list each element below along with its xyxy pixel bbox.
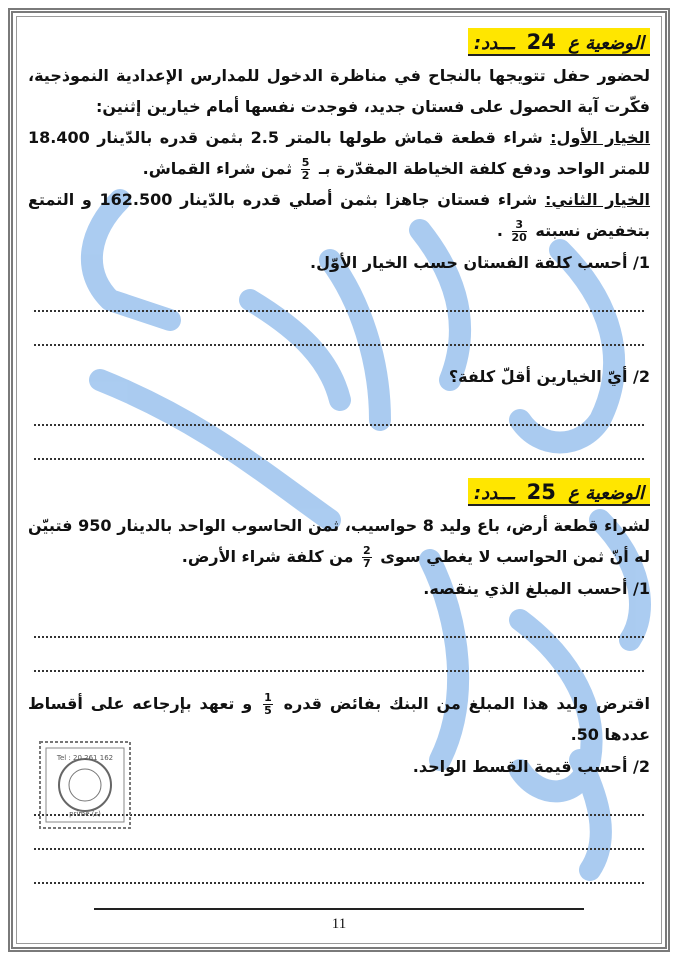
fraction-three-twentieths: $\frac{3}{20}$: [511, 218, 527, 244]
answer-line[interactable]: [34, 284, 644, 312]
situation-24: [28, 28, 650, 460]
situation-25-question-1: 1/ أحسب المبلغ الذي ينقصه.: [423, 579, 650, 598]
situation-24-title: الوضعية ع 24 ـــدد:: [468, 28, 650, 56]
footer-divider: [94, 908, 584, 910]
situation-24-option-2: الخيار الثاني: شراء فستان جاهزا بثمن أصلي قدره بالدّينار 162.500 و التمتع بتخفيض نسبته $\frac{3}{20}$ .: [28, 190, 651, 244]
situation-25-number: 25: [526, 480, 556, 504]
page-number: 11: [331, 916, 347, 932]
situation-25-question-2: 2/ أحسب قيمة القسط الواحد.: [412, 757, 650, 776]
fraction-one-fifth: $\frac{1}{5}$: [264, 691, 272, 717]
stamp-line-1: Tel : 20 261 162: [56, 754, 114, 762]
situation-24-option-1: الخيار الأول: شراء قطعة قماش طولها بالمتر 2.5 بثمن قدره بالدّينار 18.400 للمتر الواحد ودفع كلفة الخياطة المقدّرة بـ $\frac{5}{2}$ ثمن شراء القماش.: [28, 128, 651, 182]
stamp-icon: [38, 740, 132, 830]
answer-line[interactable]: [34, 610, 644, 638]
answer-line[interactable]: [34, 398, 644, 426]
situation-25-loan: اقترض وليد هذا المبلغ من البنك بفائض قدره $\frac{1}{5}$ و تعهد بإرجاعه على أقساط عددها 50.: [28, 691, 651, 744]
fraction-five-halves: $\frac{5}{2}$: [301, 156, 310, 182]
situation-24-number: 24: [526, 30, 556, 54]
situation-24-intro: لحضور حفل تتويجها بالنجاح في مناظرة الدخول للمدارس الإعدادية النموذجية، فكّرت آية الحصول على فستان جديد، فوجدت نفسها أمام خيارين إثنين:: [28, 66, 650, 116]
stamp-line-2: prime (s): [69, 810, 101, 818]
situation-24-question-2: 2/ أيّ الخيارين أقلّ كلفة؟: [448, 367, 650, 386]
answer-line[interactable]: [34, 644, 644, 672]
answer-line[interactable]: [34, 856, 644, 884]
fraction-two-sevenths: $\frac{2}{7}$: [362, 544, 371, 570]
situation-24-question-1: 1/ أحسب كلفة الفستان حسب الخيار الأوّل.: [309, 253, 650, 272]
situation-25-intro: لشراء قطعة أرض، باع وليد 8 حواسيب، ثمن الحاسوب الواحد بالدينار 950 فتبيّن له أنّ ثمن الحواسب لا يغطي سوى $\frac{2}{7}$ من كلفة شراء الأرض.: [28, 516, 650, 570]
answer-line[interactable]: [34, 318, 644, 346]
answer-line[interactable]: [34, 432, 644, 460]
situation-25-title: الوضعية ع 25 ـــدد:: [468, 478, 650, 506]
